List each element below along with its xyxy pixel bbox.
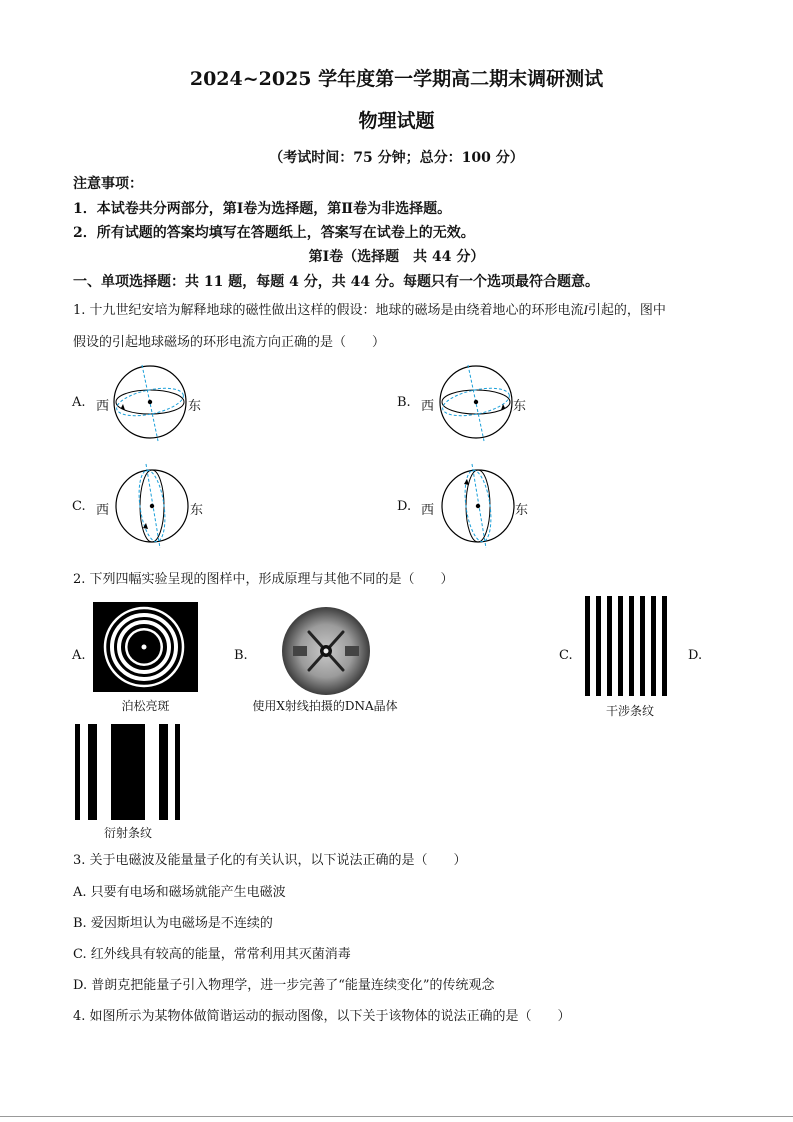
q1-stem-text-end: 引起的，图中 — [587, 303, 666, 318]
q1-option-a-figure — [112, 365, 192, 445]
q1-option-b-figure — [438, 365, 518, 445]
exam-subject: 物理试题 — [358, 110, 435, 132]
exam-title: 2024~2025 学年度第一学期高二期末调研测试 — [189, 68, 604, 90]
q1-option-b-west: 西 — [421, 399, 435, 414]
diffraction-central-band — [111, 724, 145, 820]
diffraction-band-4 — [159, 724, 168, 820]
diffraction-band-1 — [75, 724, 80, 820]
q1-option-a-label: A. — [72, 395, 86, 410]
fringe-5 — [629, 596, 634, 696]
fringe-4 — [618, 596, 623, 696]
q2-option-a-label: A. — [72, 648, 86, 663]
poisson-bright-spot — [142, 645, 147, 650]
q3-option-a: A. 只要有电场和磁场就能产生电磁波 — [73, 885, 286, 900]
current-symbol: I — [583, 302, 588, 317]
q3-option-b: B. 爱因斯坦认为电磁场是不连续的 — [73, 916, 273, 931]
q2-option-c-caption: 干涉条纹 — [605, 704, 654, 718]
current-arrow-icon — [143, 523, 148, 529]
q1-option-c-east: 东 — [190, 503, 204, 518]
diffraction-band-5 — [175, 724, 180, 820]
q2-option-b-label: B. — [234, 648, 248, 663]
earth-center-dot — [476, 504, 480, 508]
q2-stem: 2. 下列四幅实验呈现的图样中，形成原理与其他不同的是（ ） — [73, 572, 454, 587]
fringe-8 — [662, 596, 667, 696]
poisson-spot-image — [93, 602, 198, 692]
q2-option-c-label: C. — [559, 648, 573, 663]
q3-option-c: C. 红外线具有较高的能量，常常利用其灭菌消毒 — [73, 947, 351, 962]
dna-xray-image — [281, 606, 371, 696]
dna-right-band — [345, 646, 359, 656]
part1-heading: 第Ⅰ卷（选择题 共 44 分） — [308, 249, 485, 265]
q1-option-d-east: 东 — [515, 503, 529, 518]
earth-center-dot — [474, 400, 478, 404]
current-arrow-icon — [464, 479, 469, 485]
earth-center-dot — [148, 400, 152, 404]
exam-info: （考试时间：75 分钟；总分：100 分） — [269, 150, 524, 166]
fringe-7 — [651, 596, 656, 696]
fringe-3 — [607, 596, 612, 696]
fringe-1 — [585, 596, 590, 696]
earth-center-dot — [150, 504, 154, 508]
q1-option-d-figure — [440, 468, 520, 548]
notes-heading: 注意事项： — [73, 176, 143, 192]
section-heading: 一、单项选择题：共 11 题，每题 4 分，共 44 分。每题只有一个选项最符合题意。 — [73, 274, 599, 290]
fringe-2 — [596, 596, 601, 696]
interference-fringes-image — [585, 596, 669, 696]
q3-option-d: D. 普朗克把能量子引入物理学，进一步完善了“能量连续变化”的传统观念 — [73, 978, 495, 993]
q2-option-d-label: D. — [688, 648, 703, 663]
q3-stem: 3. 关于电磁波及能量量子化的有关认识，以下说法正确的是（ ） — [73, 853, 467, 868]
q1-stem-line1 — [73, 299, 666, 318]
q1-option-b-label: B. — [397, 395, 411, 410]
q1-option-d-west: 西 — [421, 503, 435, 518]
q1-stem-line2: 假设的引起地球磁场的环形电流方向正确的是（ ） — [73, 335, 386, 350]
q4-stem: 4. 如图所示为某物体做简谐运动的振动图像，以下关于该物体的说法正确的是（ ） — [73, 1009, 571, 1024]
page-bottom-divider — [0, 1116, 793, 1117]
q2-option-d-caption: 衍射条纹 — [103, 826, 152, 840]
note-item-2: 2．所有试题的答案均填写在答题纸上，答案写在试卷上的无效。 — [73, 225, 475, 241]
q1-option-a-west: 西 — [96, 399, 110, 414]
fringe-6 — [640, 596, 645, 696]
q1-stem-text: 1. 十九世纪安培为解释地球的磁性做出这样的假设：地球的磁场是由绕着地心的环形电流 — [73, 303, 584, 318]
diffraction-fringes-image — [75, 724, 181, 820]
dna-left-band — [293, 646, 307, 656]
q1-option-b-east: 东 — [513, 399, 527, 414]
note-item-1: 1．本试卷共分两部分，第Ⅰ卷为选择题，第Ⅱ卷为非选择题。 — [73, 201, 452, 217]
q2-option-a-caption: 泊松亮斑 — [121, 699, 170, 713]
q1-option-d-label: D. — [397, 499, 412, 514]
q2-option-b-caption: 使用X射线拍摄的DNA晶体 — [252, 699, 398, 713]
q1-option-c-label: C. — [72, 499, 86, 514]
diffraction-band-2 — [88, 724, 97, 820]
q1-option-a-east: 东 — [188, 399, 202, 414]
q1-option-c-figure — [114, 468, 194, 548]
dna-center-spot — [324, 649, 329, 654]
q1-option-c-west: 西 — [96, 503, 110, 518]
